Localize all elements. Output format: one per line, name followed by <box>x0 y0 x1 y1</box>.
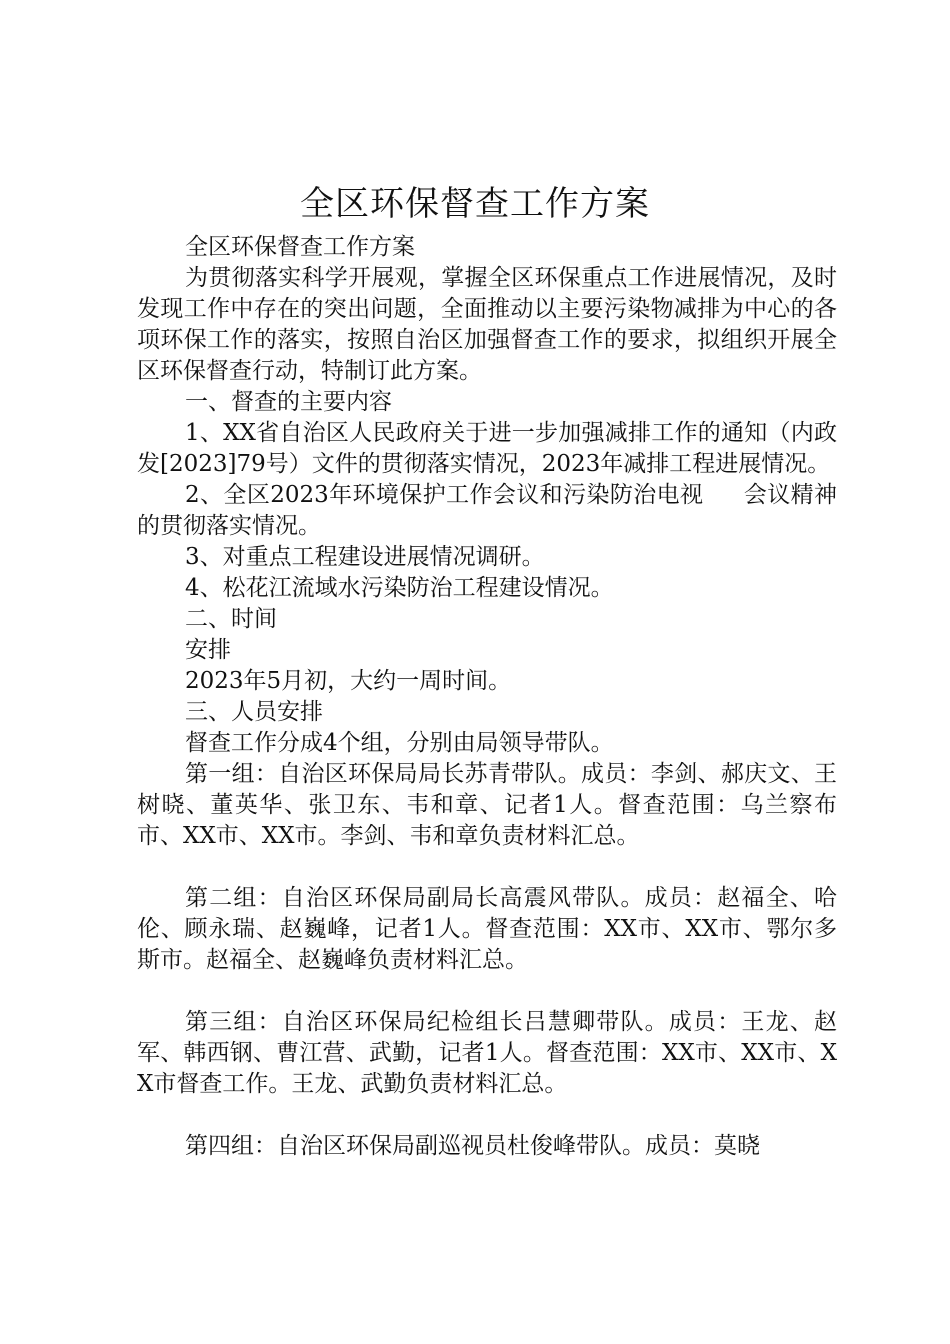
paragraph-time-detail: 2023年5月初，大约一周时间。 <box>185 668 512 694</box>
heading-main-content: 一、督查的主要内容 <box>185 389 392 415</box>
paragraph-group-2: 第二组：自治区环保局副局长高震风带队。成员：赵福全、哈伦、顾永瑞、赵巍峰，记者1人。督查范围：XX市、XX市、鄂尔多斯市。赵福全、赵巍峰负责材料汇总。 <box>137 885 837 973</box>
paragraph-group-1: 第一组：自治区环保局局长苏青带队。成员：李剑、郝庆文、王树晓、董英华、张卫东、韦和章、记者1人。督查范围：乌兰察布市、XX市、XX市。李剑、韦和章负责材料汇总。 <box>137 761 837 849</box>
paragraph-item-4: 4、松花江流域水污染防治工程建设情况。 <box>185 575 614 601</box>
document-body <box>137 232 837 1162</box>
heading-time: 二、时间 <box>185 606 277 632</box>
paragraph-item-1: 1、XX省自治区人民政府关于进一步加强减排工作的通知（内政发[2023]79号）文件的贯彻落实情况，2023年减排工程进展情况。 <box>137 420 837 477</box>
blank-line <box>137 852 837 883</box>
paragraph-subtitle: 全区环保督查工作方案 <box>185 234 415 260</box>
paragraph-intro: 为贯彻落实科学开展观，掌握全区环保重点工作进展情况，及时发现工作中存在的突出问题，全面推动以主要污染物减排为中心的各项环保工作的落实，按照自治区加强督查工作的要求，拟组织开展全区环保督查行动，特制订此方案。 <box>137 265 837 384</box>
document-title: 全区环保督查工作方案 <box>300 184 650 224</box>
paragraph-item-2-part-a: 2、全区2023年环境保护工作会议和污染防治电视 <box>185 482 704 508</box>
paragraph-groups-overview: 督查工作分成4个组，分别由局领导带队。 <box>185 730 614 756</box>
paragraph-group-3: 第三组：自治区环保局纪检组长吕慧卿带队。成员：王龙、赵军、韩西钢、曹江营、武勤，记者1人。督查范围：XX市、XX市、XX市督查工作。王龙、武勤负责材料汇总。 <box>137 1009 837 1097</box>
paragraph-item-2-part-b: 会议精神的贯彻落实情况。 <box>137 482 837 539</box>
blank-line <box>137 976 837 1007</box>
paragraph-group-4: 第四组：自治区环保局副巡视员杜俊峰带队。成员：莫晓 <box>185 1133 760 1159</box>
paragraph-item-3: 3、对重点工程建设进展情况调研。 <box>185 544 545 570</box>
blank-line <box>137 1100 837 1131</box>
paragraph-item-2 <box>137 480 837 542</box>
heading-personnel: 三、人员安排 <box>185 699 323 725</box>
heading-time-arrangement: 安排 <box>185 637 231 663</box>
